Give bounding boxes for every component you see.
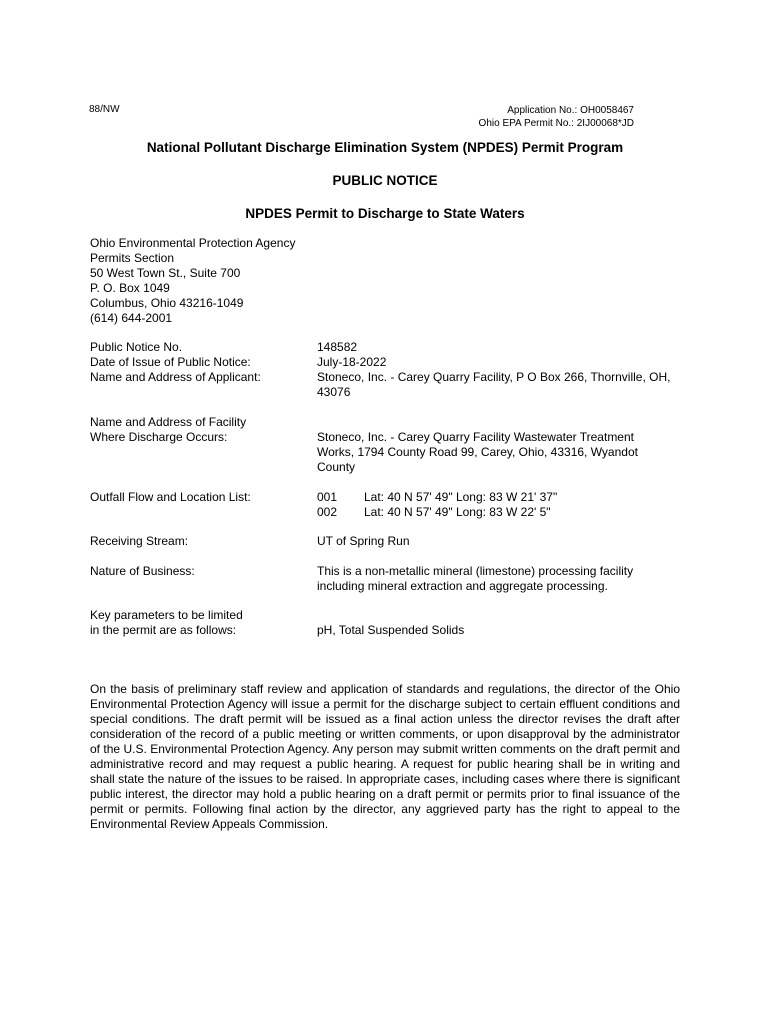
outfall-item xyxy=(317,490,672,505)
notice-title: PUBLIC NOTICE xyxy=(332,173,438,188)
agency-city: Columbus, Ohio 43216-1049 xyxy=(90,296,244,310)
issue-date-row xyxy=(90,355,680,370)
receiving-stream-row xyxy=(90,534,680,549)
business-value: This is a non-metallic mineral (limestone) processing facility including mineral extraction and aggregate processing. xyxy=(317,564,634,593)
agency-address-block xyxy=(90,236,295,326)
outfall-label: Outfall Flow and Location List: xyxy=(90,490,251,504)
facility-row xyxy=(90,415,680,475)
business-row xyxy=(90,564,680,594)
applicant-row xyxy=(90,370,680,400)
public-notice-row xyxy=(90,340,680,355)
agency-name: Ohio Environmental Protection Agency xyxy=(90,236,296,250)
business-label: Nature of Business: xyxy=(90,564,195,578)
parameters-value: pH, Total Suspended Solids xyxy=(317,623,465,637)
receiving-stream-value: UT of Spring Run xyxy=(317,534,410,548)
outfall-location: Lat: 40 N 57' 49" Long: 83 W 22' 5" xyxy=(364,505,551,519)
program-title: National Pollutant Discharge Elimination System (NPDES) Permit Program xyxy=(146,140,624,155)
outfall-item xyxy=(317,505,672,520)
office-code: 88/NW xyxy=(89,104,120,115)
receiving-stream-label: Receiving Stream: xyxy=(90,534,189,548)
issue-date-label: Date of Issue of Public Notice: xyxy=(90,355,251,369)
outfall-row xyxy=(90,490,680,520)
applicant-label: Name and Address of Applicant: xyxy=(90,370,261,384)
agency-po-box: P. O. Box 1049 xyxy=(90,281,170,295)
issue-date-value: July-18-2022 xyxy=(317,355,387,369)
facility-label-line1: Name and Address of Facility xyxy=(90,415,247,429)
parameters-label xyxy=(90,608,310,638)
agency-street: 50 West Town St., Suite 700 xyxy=(90,266,241,280)
agency-section: Permits Section xyxy=(90,251,175,265)
parameters-label-line1: Key parameters to be limited xyxy=(90,608,243,622)
parameters-label-line2: in the permit are as follows: xyxy=(90,623,237,637)
outfall-list xyxy=(317,490,672,520)
outfall-number: 001 xyxy=(317,490,338,504)
facility-label-line2: Where Discharge Occurs: xyxy=(90,430,228,444)
permit-title: NPDES Permit to Discharge to State Waters xyxy=(245,206,525,221)
parameters-row xyxy=(90,608,680,638)
agency-phone: (614) 644-2001 xyxy=(90,311,173,325)
permit-number: Ohio EPA Permit No.: 2IJ00068*JD xyxy=(478,118,634,129)
outfall-location: Lat: 40 N 57' 49" Long: 83 W 21' 37" xyxy=(364,490,558,504)
outfall-number: 002 xyxy=(317,505,338,519)
applicant-value: Stoneco, Inc. - Carey Quarry Facility, P O Box 266, Thornville, OH, 43076 xyxy=(317,370,671,399)
permit-reference xyxy=(479,104,634,130)
public-notice-value: 148582 xyxy=(317,340,358,354)
notice-paragraph: On the basis of preliminary staff review and application of standards and regulations, the director of the Ohio Environmental Protection Agency will issue a permit for the discharge subject to certain effluent conditions and special conditions. The draft permit will be issued as a final action unless the director revises the draft after consideration of the record of a public meeting or written comments, or upon disapproval by the administrator of the U.S. Environmental Protection Agency. Any person may submit written comments on the draft permit and administrative record and may request a public hearing. A request for public hearing shall be in writing and shall state the nature of the issues to be raised. In appropriate cases, including cases where there is significant public interest, the director may hold a public hearing on a draft permit or permits prior to final issuance of the permit or permits. Following final action by the director, any aggrieved party has the right to appeal to the Environmental Review Appeals Commission. xyxy=(90,682,680,831)
application-number: Application No.: OH0058467 xyxy=(507,105,634,116)
facility-value: Stoneco, Inc. - Carey Quarry Facility Wastewater Treatment Works, 1794 County Road 99, Carey, Ohio, 43316, Wyandot County xyxy=(317,430,638,474)
facility-label xyxy=(90,415,310,445)
public-notice-label: Public Notice No. xyxy=(90,340,183,354)
